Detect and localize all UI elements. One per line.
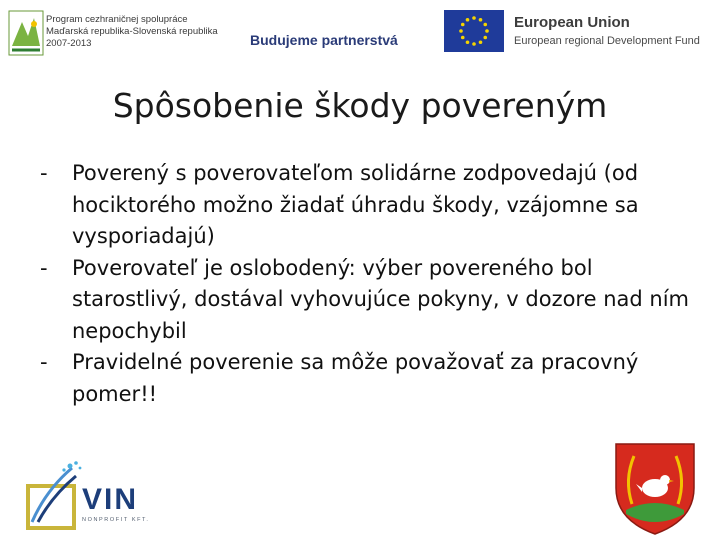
bullet-marker: - [40,350,48,374]
bullet-list [40,158,695,410]
eu-star-icon [461,36,465,40]
bullet-marker: - [40,161,48,185]
program-line: Maďarská republika-Slovenská republika [46,26,218,37]
cross-border-program-logo-icon [8,10,44,56]
bullet-text: Poverovateľ je oslobodený: výber povereného bol starostlivý, dostával vyhovujúce pokyny, v dozore nad ním nepochybil [72,255,689,343]
bullet-marker: - [40,255,48,280]
eu-fund-name: European regional Development Fund [514,35,700,47]
slide-title: Spôsobenie škody povereným [112,86,608,125]
program-line: 2007-2013 [46,38,92,49]
bullet-text: Pravidelné poverenie sa môže považovať za pracovný pomer!! [72,350,639,406]
eu-star-icon [483,36,487,40]
eu-star-icon [461,23,465,27]
eu-star-icon [479,18,483,22]
eu-star-icon [472,16,476,20]
eu-star-icon [466,40,470,44]
bullet-text: Poverený s poverovateľom solidárne zodpovedajú (od hociktorého možno žiadať úhradu škody, vzájomne sa vysporiadajú) [72,161,639,248]
municipal-coat-of-arms-icon [612,440,698,536]
eu-star-icon [459,29,463,33]
header-logos [0,0,720,70]
program-name [46,14,218,50]
eu-star-icon [483,23,487,27]
vin-name: VIN [82,483,139,516]
eu-star-icon [466,18,470,22]
bullet-item [40,347,695,410]
bullet-item [40,253,695,348]
eu-title: European Union [514,14,630,31]
bullet-item [40,158,695,253]
eu-star-icon [485,29,489,33]
program-slogan: Budujeme partnerstvá [250,32,398,48]
eu-flag-icon [444,10,504,52]
program-line: Program cezhraničnej spolupráce [46,14,188,25]
eu-star-icon [472,42,476,46]
vin-subtitle: NONPROFIT KFT. [82,517,150,523]
eu-star-icon [479,40,483,44]
